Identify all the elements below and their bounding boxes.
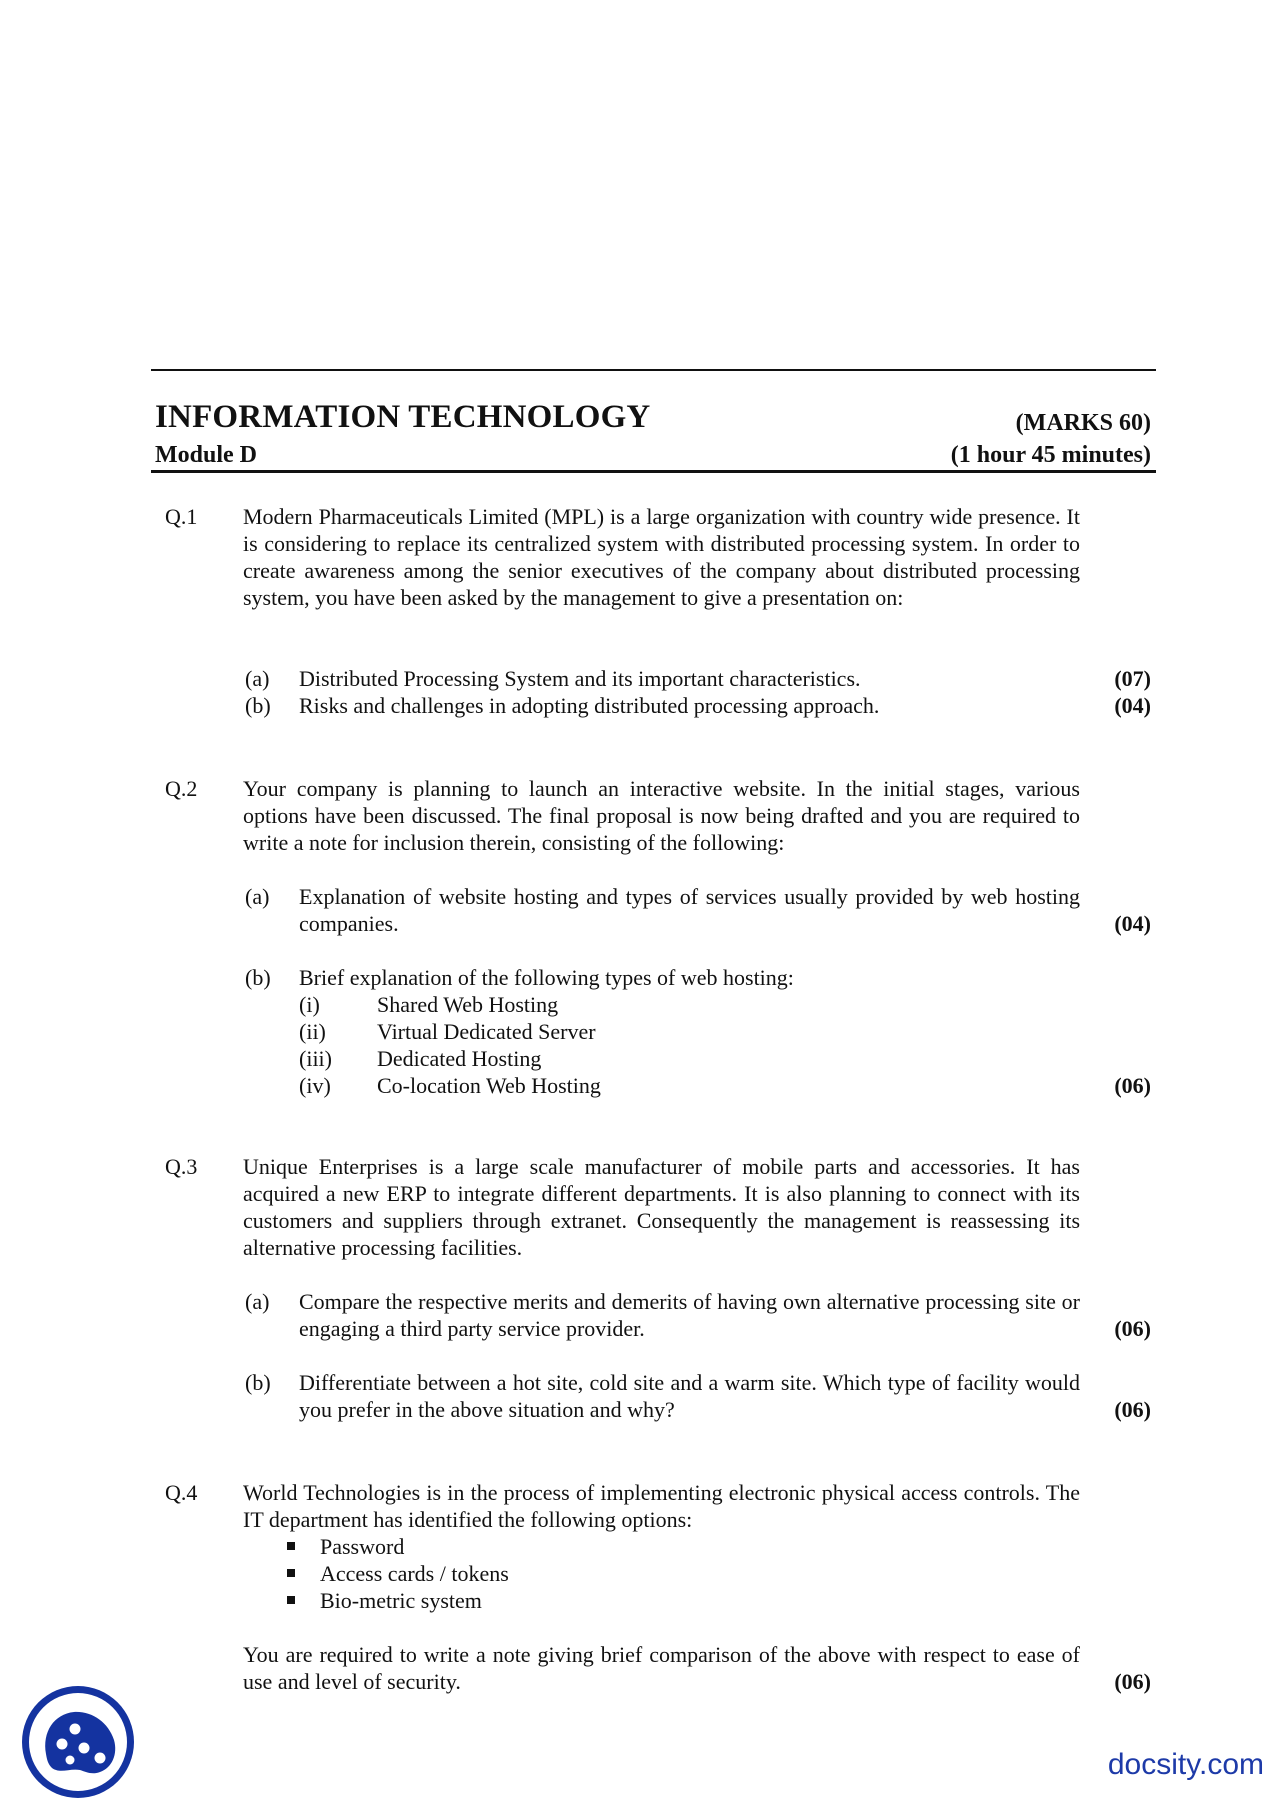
- bullet-item: [0, 1560, 1280, 1587]
- square-bullet-icon: [287, 1596, 295, 1604]
- part-text: Distributed Processing System and its important characteristics.: [299, 666, 861, 691]
- part-label: (b): [245, 965, 271, 990]
- square-bullet-icon: [287, 1542, 295, 1550]
- page-title: INFORMATION TECHNOLOGY: [155, 399, 651, 435]
- question-marks: (06): [1114, 1669, 1151, 1694]
- part-text: Brief explanation of the following types of web hosting:: [299, 965, 794, 990]
- sub-item-text: Virtual Dedicated Server: [377, 1019, 596, 1044]
- question-part: [0, 964, 1280, 991]
- sub-item-text: Dedicated Hosting: [377, 1046, 542, 1071]
- part-text: Differentiate between a hot site, cold site and a warm site. Which type of facility would you prefer in the above situation and why?: [299, 1370, 1080, 1422]
- bullet-item: [0, 1587, 1280, 1614]
- sub-item-text: Shared Web Hosting: [377, 992, 559, 1017]
- part-label: (b): [245, 693, 271, 718]
- part-marks: (04): [1114, 693, 1151, 718]
- question-number: Q.4: [165, 1480, 198, 1505]
- total-marks: (MARKS 60): [1015, 410, 1151, 436]
- part-marks: (07): [1114, 666, 1151, 691]
- bullet-text: Access cards / tokens: [320, 1561, 509, 1586]
- part-marks: (06): [1114, 1397, 1151, 1422]
- docsity-logo-icon[interactable]: [20, 1684, 136, 1800]
- question-number: Q.1: [165, 504, 198, 529]
- question-part: [0, 665, 1280, 692]
- question-number: Q.3: [165, 1154, 198, 1179]
- question-part: [0, 1369, 1280, 1422]
- sub-item: [0, 991, 1280, 1018]
- question-part: [0, 1288, 1280, 1341]
- part-label: (b): [245, 1370, 271, 1395]
- top-rule: [151, 369, 1156, 371]
- question-text: Your company is planning to launch an interactive website. In the initial stages, various options have been discussed. The final proposal is now being drafted and you are required to write a note for inclusion therein, consisting of the following:: [243, 776, 1080, 855]
- part-label: (a): [245, 1289, 270, 1314]
- sub-item: [0, 1018, 1280, 1045]
- question-part: [0, 692, 1280, 719]
- part-label: (a): [245, 884, 270, 909]
- sub-item-label: (iv): [299, 1073, 331, 1098]
- question-closing-text: You are required to write a note giving brief comparison of the above with respect to ease of use and level of security.: [243, 1642, 1080, 1694]
- bullet-text: Password: [320, 1534, 405, 1559]
- bullet-text: Bio-metric system: [320, 1588, 482, 1613]
- sub-item-label: (ii): [299, 1019, 326, 1044]
- question-text: Unique Enterprises is a large scale manufacturer of mobile parts and accessories. It has acquired a new ERP to integrate different departments. It is also planning to connect with its customers and suppliers through extranet. Consequently the management is reassessing its alternative processing facilities.: [243, 1154, 1080, 1260]
- module-label: Module D: [155, 442, 257, 468]
- question-number: Q.2: [165, 776, 198, 801]
- question-text: Modern Pharmaceuticals Limited (MPL) is a large organization with country wide presence. It is considering to replace its centralized system with distributed processing system. In order to create awareness among the senior executives of the company about distributed processing system, you have been asked by the management to give a presentation on:: [243, 504, 1080, 610]
- part-marks: (06): [1114, 1073, 1151, 1098]
- sub-item-label: (iii): [299, 1046, 332, 1071]
- sub-item: [0, 1045, 1280, 1072]
- part-marks: (04): [1114, 911, 1151, 936]
- part-text: Explanation of website hosting and types of services usually provided by web hosting companies.: [299, 884, 1080, 936]
- part-text: Compare the respective merits and demerits of having own alternative processing site or engaging a third party service provider.: [299, 1289, 1080, 1341]
- question-part: [0, 883, 1280, 936]
- bullet-item: [0, 1533, 1280, 1560]
- sub-item: [0, 1072, 1280, 1099]
- square-bullet-icon: [287, 1569, 295, 1577]
- docsity-brand-text[interactable]: docsity.com: [1107, 1748, 1264, 1781]
- part-label: (a): [245, 666, 270, 691]
- sub-item-text: Co-location Web Hosting: [377, 1073, 601, 1098]
- part-marks: (06): [1114, 1316, 1151, 1341]
- part-text: Risks and challenges in adopting distributed processing approach.: [299, 693, 880, 718]
- exam-duration: (1 hour 45 minutes): [950, 442, 1151, 468]
- header-underline: [151, 470, 1156, 473]
- sub-item-label: (i): [299, 992, 320, 1017]
- question-text: World Technologies is in the process of implementing electronic physical access controls. The IT department has identified the following options:: [243, 1480, 1080, 1532]
